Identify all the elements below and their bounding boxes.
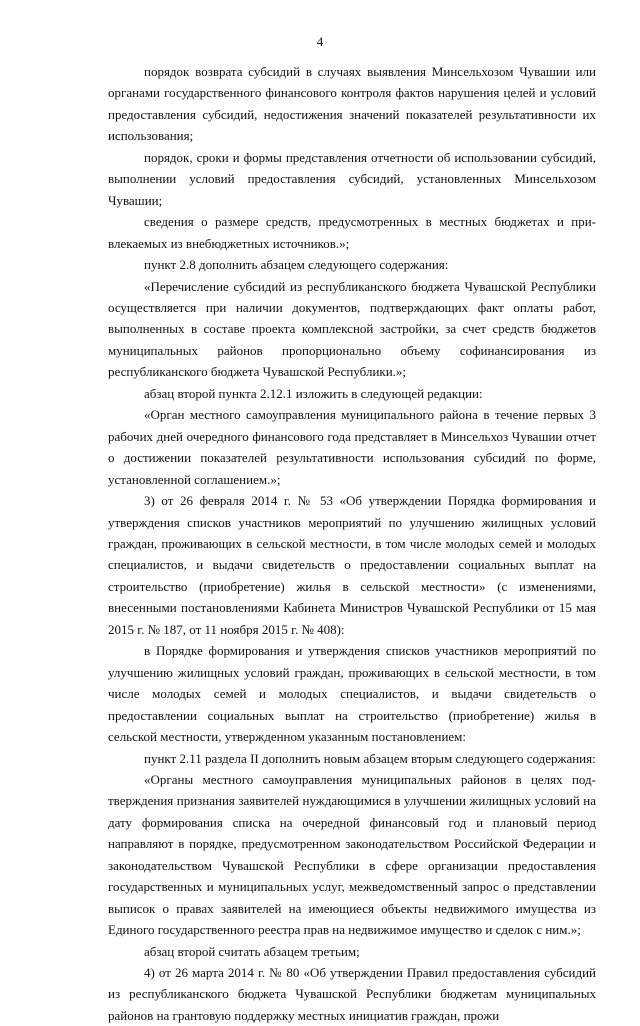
paragraph: «Перечисление субсидий из республиканского бюджета Чувашской Республики осуществляется при наличии документов, подтверждающих факт оплаты работ, выполненных в составе проекта комплексной застройки, за счет средств бюджетов муниципальных районов пропорционально объему софинансирования из республиканского бюджета Чувашской Республики.»;: [108, 278, 596, 380]
page-number: 4: [316, 34, 324, 49]
paragraph: абзац второй считать абзацем третьим;: [144, 943, 360, 959]
paragraph: пункт 2.8 дополнить абзацем следующего содержания:: [144, 257, 449, 273]
paragraph: «Орган местного самоуправления муниципального района в течение первых 3 рабочих дней очередного финансового года представляет в Минсельхоз Чувашии отчет о достижении показателей результативности использования субсидий по форме, установленной соглашением.»;: [108, 407, 596, 487]
paragraph: порядок, сроки и формы представления отчетности об использовании субсидий, выполнении условий предоставления субсидий, установленных Минсельхозом Чувашии;: [108, 149, 596, 208]
paragraph: 4) от 26 марта 2014 г. № 80 «Об утверждении Правил предоставления субсидий из республиканского бюджета Чувашской Республики бюджетам муниципальных районов на грантовую поддержку местных инициатив граждан, прожи: [108, 965, 596, 1023]
paragraph: абзац второй пункта 2.12.1 изложить в следующей редакции:: [144, 385, 483, 401]
paragraph: порядок возврата субсидий в случаях выявления Минсельхозом Чувашии или органами государственного финансового контроля фактов нарушения целей и условий предоставления субсидий, недостижения значений показателей результативности их использования;: [108, 64, 596, 144]
document-body: [108, 61, 596, 1026]
paragraph: сведения о размере средств, предусмотренных в местных бюджетах и привлекаемых из внебюджетных источников.»;: [108, 214, 596, 251]
paragraph: пункт 2.11 раздела II дополнить новым абзацем вторым следующего содержания:: [144, 750, 596, 766]
paragraph: 3) от 26 февраля 2014 г. № 53 «Об утверждении Порядка формирования и утверждения списков участников мероприятий по улучшению жилищных условий граждан, проживающих в сельской местности, в том числе молодых семей и молодых специалистов, и выдачи свидетельств о предоставлении социальных выплат на строительство (приобретение) жилья в сельской местности» (с изменениями, внесенными постановлениями Кабинета Министров Чувашской Республики от 15 мая 2015 г. № 187, от 11 ноября 2015 г. № 408):: [108, 493, 596, 637]
paragraph: в Порядке формирования и утверждения списков участников мероприятий по улучшению жилищных условий граждан, проживающих в сельской местности, в том числе молодых семей и молодых специалистов, и выдачи свидетельств о предоставлении социальных выплат на строительство (приобретение) жилья в сельской местности, утвержденном указанным постановлением:: [108, 643, 596, 745]
paragraph: «Органы местного самоуправления муниципальных районов в целях подтверждения признания заявителей нуждающимися в улучшении жилищных условий на дату формирования списка на очередной финансовый год и плановый период направляют в порядке, предусмотренном законодательством Российской Федерации и законодательством Чувашской Республики в сфере организации предоставления государственных и муниципальных услуг, межведомственный запрос о представлении выписок о правах заявителей на имеющиеся объекты недвижимого имущества из Единого государственного реестра прав на недвижимое имущество и сделок с ним.»;: [108, 771, 596, 938]
